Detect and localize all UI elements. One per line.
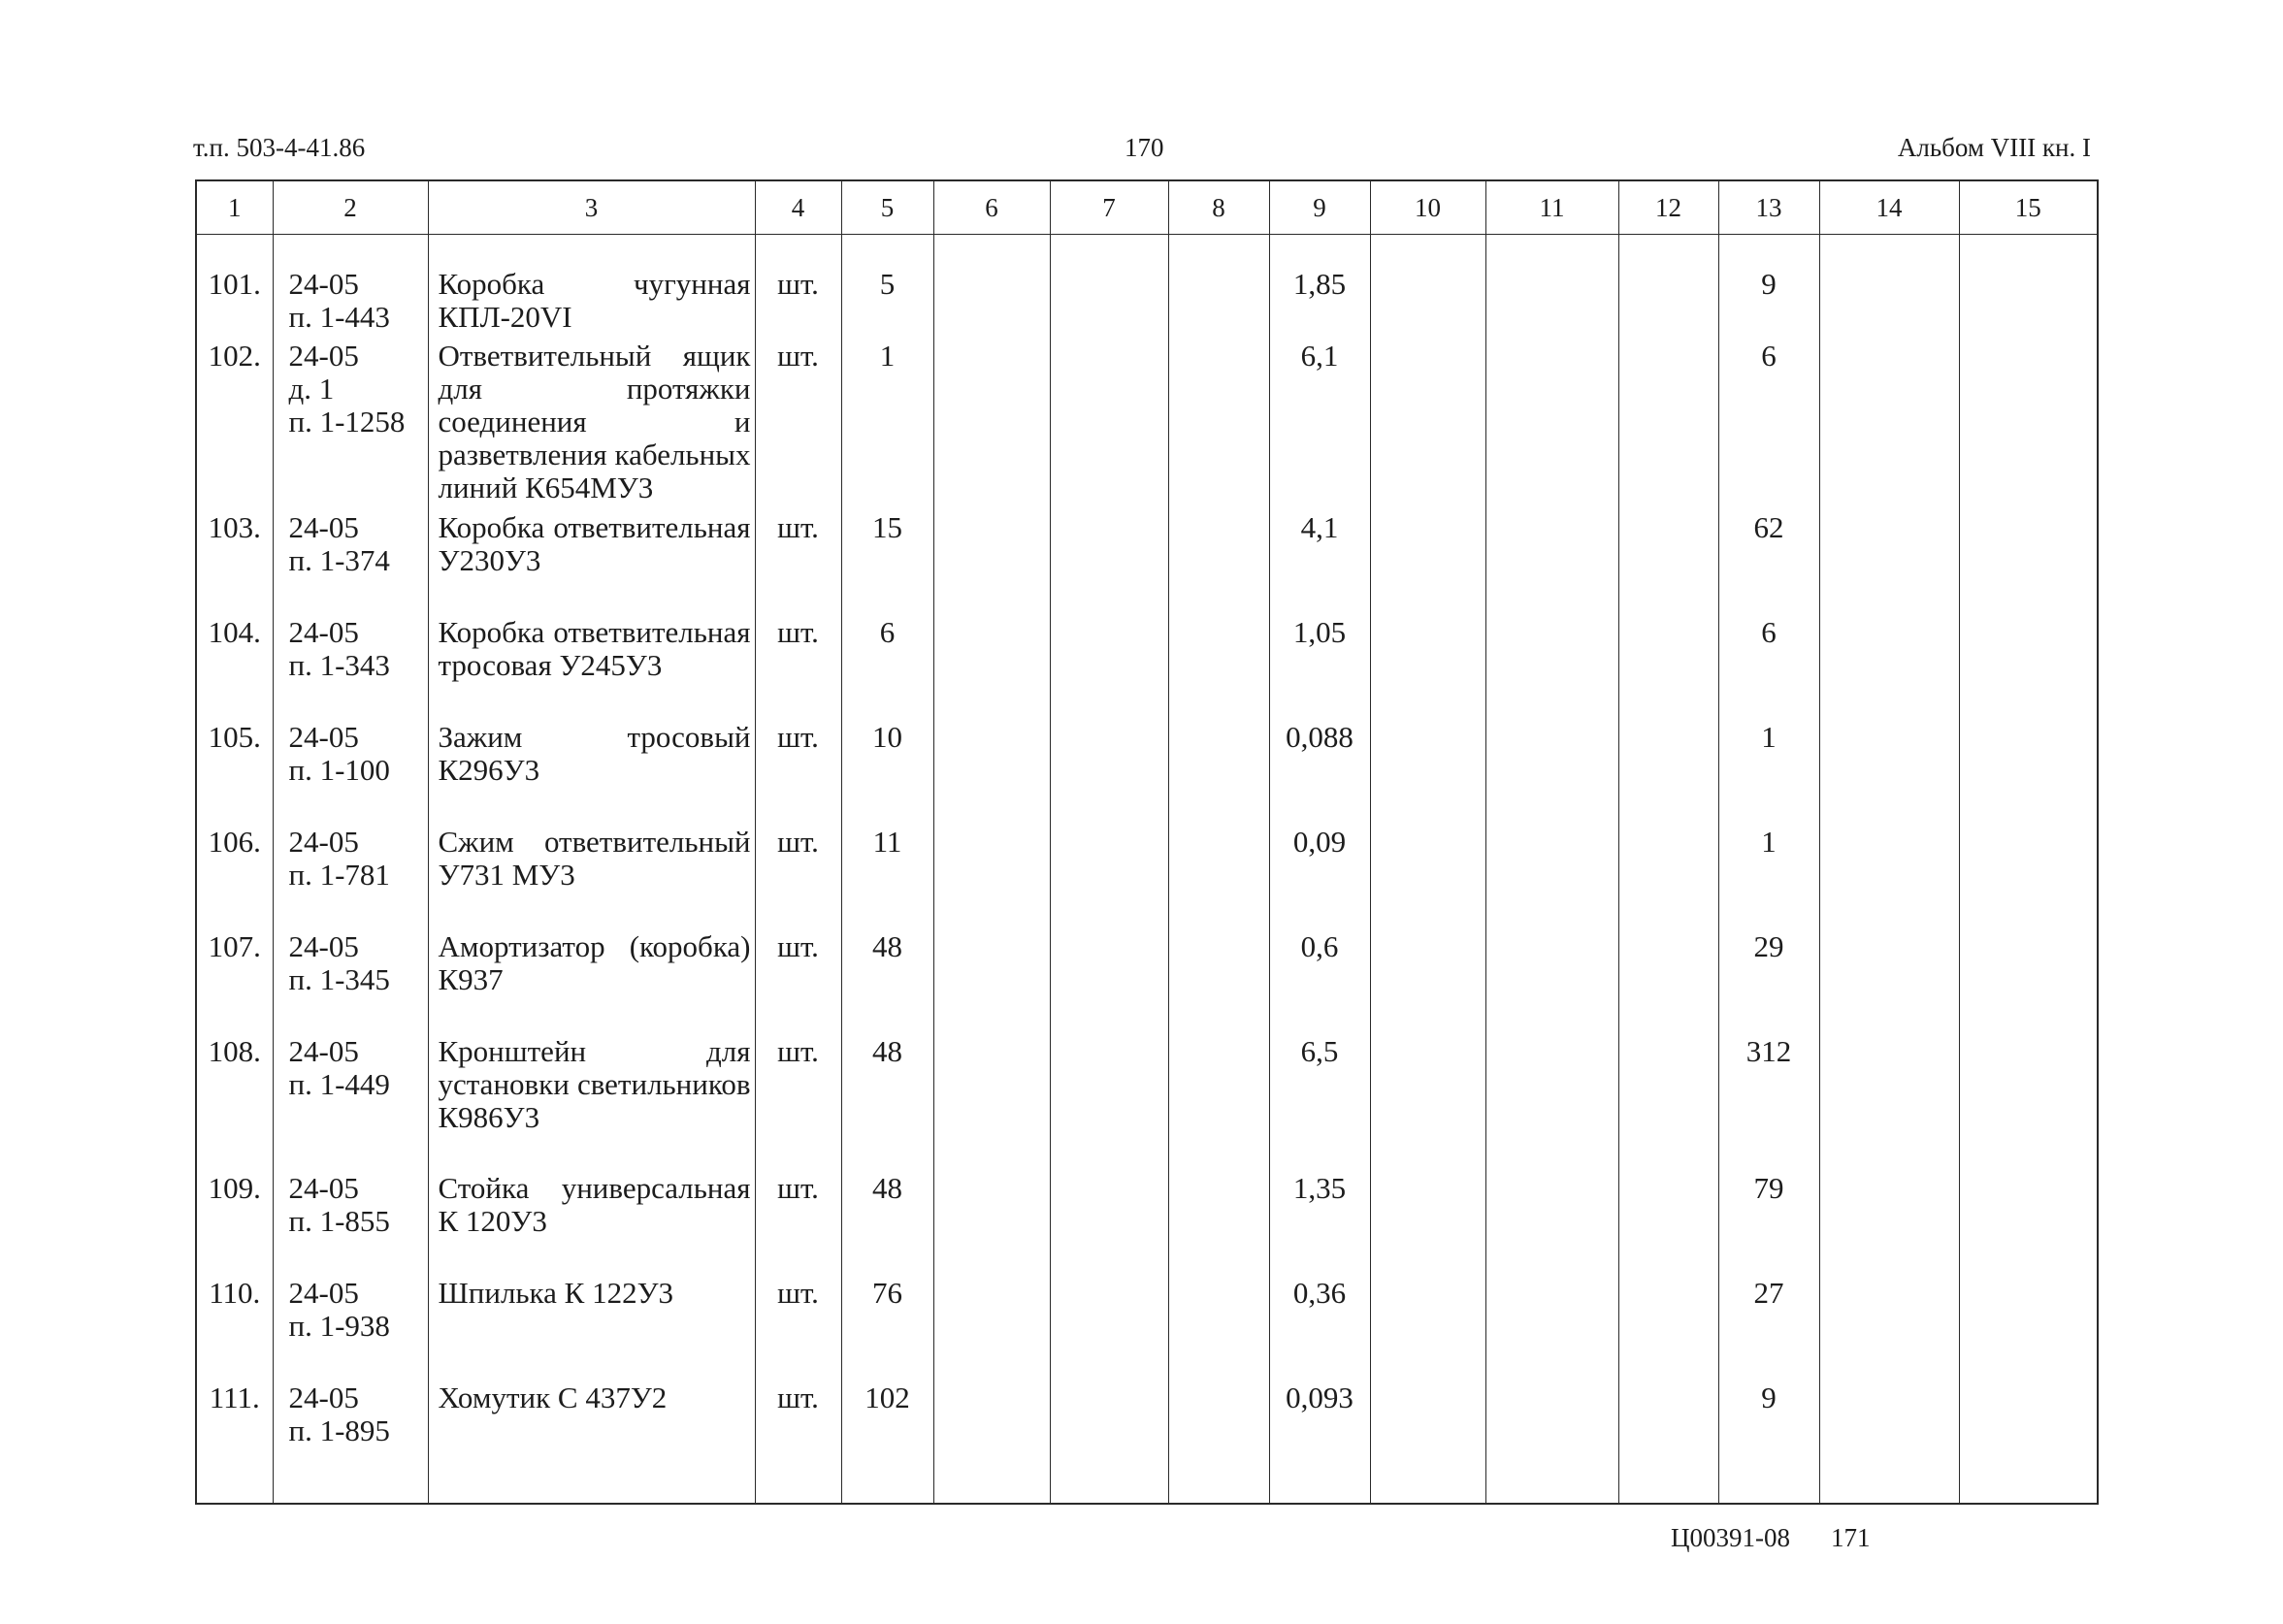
row-number: 107. [196, 930, 273, 1035]
column-13-value: 79 [1718, 1172, 1819, 1277]
column-9-value: 0,6 [1269, 930, 1370, 1035]
row-number: 109. [196, 1172, 273, 1277]
item-name: Ответвительный ящик для протяжки соединения и разветвления кабельных линий К654МУ3 [428, 340, 755, 511]
quantity: 5 [841, 235, 933, 340]
column-9-value: 0,088 [1269, 721, 1370, 826]
column-9-value: 1,35 [1269, 1172, 1370, 1277]
item-name: Стойка универсальная К 120У3 [428, 1172, 755, 1277]
row-number: 101. [196, 235, 273, 340]
norm-reference: 24-05 д. 1 п. 1-1258 [273, 340, 428, 511]
item-name: Коробка ответвительная тросовая У245У3 [428, 616, 755, 721]
table-row [196, 1381, 2098, 1505]
column-13-value: 9 [1718, 1381, 1819, 1505]
item-name: Кронштейн для установки светильников К986У3 [428, 1035, 755, 1172]
column-13-value: 312 [1718, 1035, 1819, 1172]
unit: шт. [755, 235, 841, 340]
column-header: 10 [1370, 180, 1485, 235]
norm-reference: 24-05 п. 1-855 [273, 1172, 428, 1277]
row-number: 105. [196, 721, 273, 826]
table-row [196, 235, 2098, 340]
table-row [196, 1172, 2098, 1277]
quantity: 102 [841, 1381, 933, 1505]
item-name: Зажим тросовый К296У3 [428, 721, 755, 826]
row-number: 103. [196, 511, 273, 616]
page-number: 170 [1125, 133, 1164, 162]
column-13-value: 1 [1718, 826, 1819, 930]
item-name: Коробка ответвительная У230У3 [428, 511, 755, 616]
item-name: Амортизатор (коробка) К937 [428, 930, 755, 1035]
column-9-value: 1,85 [1269, 235, 1370, 340]
column-header: 14 [1819, 180, 1959, 235]
table-row [196, 930, 2098, 1035]
column-13-value: 6 [1718, 340, 1819, 511]
column-13-value: 6 [1718, 616, 1819, 721]
row-number: 111. [196, 1381, 273, 1505]
row-number: 102. [196, 340, 273, 511]
quantity: 48 [841, 1172, 933, 1277]
column-9-value: 0,093 [1269, 1381, 1370, 1505]
column-9-value: 0,36 [1269, 1277, 1370, 1381]
column-13-value: 1 [1718, 721, 1819, 826]
norm-reference: 24-05 п. 1-343 [273, 616, 428, 721]
column-13-value: 62 [1718, 511, 1819, 616]
column-header: 8 [1168, 180, 1269, 235]
quantity: 48 [841, 930, 933, 1035]
column-number-row [196, 180, 2098, 235]
norm-reference: 24-05 п. 1-345 [273, 930, 428, 1035]
quantity: 10 [841, 721, 933, 826]
quantity: 76 [841, 1277, 933, 1381]
quantity: 15 [841, 511, 933, 616]
column-13-value: 29 [1718, 930, 1819, 1035]
column-header: 3 [428, 180, 755, 235]
specification-table [195, 179, 2099, 1505]
norm-reference: 24-05 п. 1-938 [273, 1277, 428, 1381]
column-header: 15 [1959, 180, 2098, 235]
unit: шт. [755, 930, 841, 1035]
norm-reference: 24-05 п. 1-449 [273, 1035, 428, 1172]
table-row [196, 340, 2098, 511]
table-row [196, 616, 2098, 721]
unit: шт. [755, 616, 841, 721]
column-header: 7 [1050, 180, 1168, 235]
row-number: 106. [196, 826, 273, 930]
unit: шт. [755, 826, 841, 930]
norm-reference: 24-05 п. 1-895 [273, 1381, 428, 1505]
table-row [196, 1035, 2098, 1172]
sheet-number: 171 [1831, 1523, 1871, 1552]
norm-reference: 24-05 п. 1-781 [273, 826, 428, 930]
table-row [196, 1277, 2098, 1381]
quantity: 6 [841, 616, 933, 721]
column-13-value: 27 [1718, 1277, 1819, 1381]
row-number: 104. [196, 616, 273, 721]
column-header: 9 [1269, 180, 1370, 235]
norm-reference: 24-05 п. 1-443 [273, 235, 428, 340]
row-number: 110. [196, 1277, 273, 1381]
column-header: 5 [841, 180, 933, 235]
unit: шт. [755, 1172, 841, 1277]
column-9-value: 0,09 [1269, 826, 1370, 930]
column-header: 13 [1718, 180, 1819, 235]
item-name: Хомутик С 437У2 [428, 1381, 755, 1505]
quantity: 1 [841, 340, 933, 511]
column-9-value: 1,05 [1269, 616, 1370, 721]
table-row [196, 721, 2098, 826]
unit: шт. [755, 1277, 841, 1381]
unit: шт. [755, 340, 841, 511]
item-name: Сжим ответвительный У731 МУ3 [428, 826, 755, 930]
unit: шт. [755, 1035, 841, 1172]
norm-reference: 24-05 п. 1-100 [273, 721, 428, 826]
row-number: 108. [196, 1035, 273, 1172]
quantity: 48 [841, 1035, 933, 1172]
norm-reference: 24-05 п. 1-374 [273, 511, 428, 616]
document-code: т.п. 503-4-41.86 [193, 133, 366, 162]
column-header: 11 [1485, 180, 1618, 235]
unit: шт. [755, 1381, 841, 1505]
column-header: 4 [755, 180, 841, 235]
unit: шт. [755, 721, 841, 826]
column-9-value: 6,1 [1269, 340, 1370, 511]
column-9-value: 6,5 [1269, 1035, 1370, 1172]
column-9-value: 4,1 [1269, 511, 1370, 616]
table-row [196, 826, 2098, 930]
sheet-code: Ц00391-08 [1671, 1523, 1790, 1552]
column-header: 6 [933, 180, 1050, 235]
item-name: Коробка чугунная КПЛ-20VI [428, 235, 755, 340]
album-label: Альбом VIII кн. I [1897, 133, 2091, 162]
quantity: 11 [841, 826, 933, 930]
column-header: 12 [1618, 180, 1718, 235]
column-header: 1 [196, 180, 273, 235]
item-name: Шпилька К 122У3 [428, 1277, 755, 1381]
column-header: 2 [273, 180, 428, 235]
table-row [196, 511, 2098, 616]
column-13-value: 9 [1718, 235, 1819, 340]
unit: шт. [755, 511, 841, 616]
